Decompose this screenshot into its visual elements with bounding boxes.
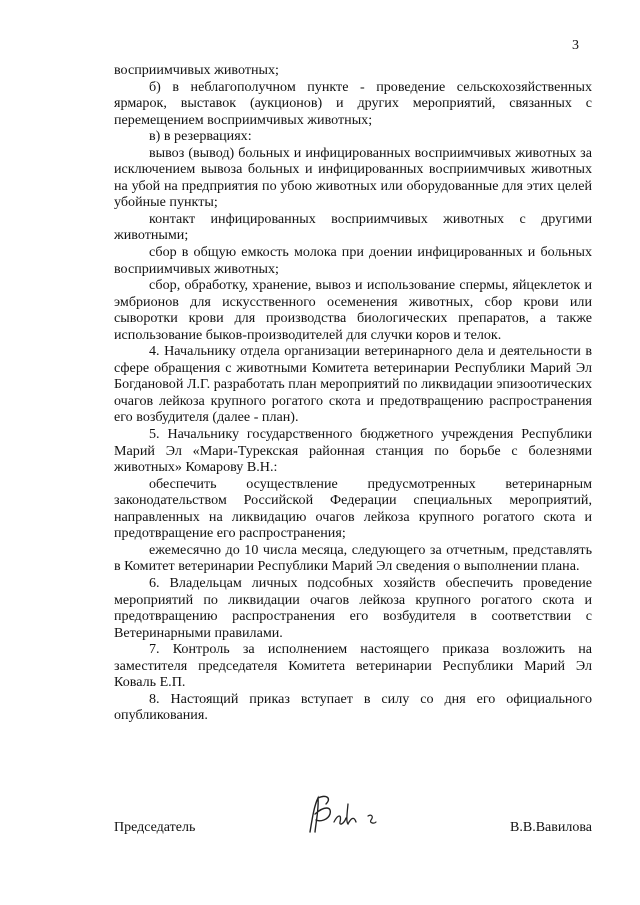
paragraph-clause-5: 5. Начальнику государственного бюджетного учреждения Республики Марий Эл «Мари-Турекская районная станция по борьбе с болезнями животных» Комарову В.Н.: [114, 426, 592, 476]
paragraph-clause-6: 6. Владельцам личных подсобных хозяйств обеспечить проведение мероприятий по ликвидации очагов лейкоза крупного рогатого скота и предотвращению распространения его возбудителя в соответствии с Ветеринарными правилами. [114, 574, 592, 641]
paragraph-item-v: в) в резервациях: [149, 128, 252, 145]
paragraph-clause-4: 4. Начальнику отдела организации ветеринарного дела и деятельности в сфере обращения с животными Комитета ветеринарии Республики Марий Эл Богдановой Л.Г. разработать план мероприятий по ликвидации эпизоотических очагов лейкоза крупного рогатого скота и предотвращению распространения его возбудителя (далее - план). [114, 343, 592, 426]
paragraph-reservation-3: сбор в общую емкость молока при доении инфицированных и больных восприимчивых животных; [114, 244, 592, 277]
paragraph-clause-5-1: обеспечить осуществление предусмотренных ветеринарным законодательством Российской Федерации специальных мероприятий, направленных на ликвидацию очагов лейкоза крупного рогатого скота и предотвращение его распространения; [114, 475, 592, 542]
paragraph-reservation-4: сбор, обработку, хранение, вывоз и использование спермы, яйцеклеток и эмбрионов для искусственного осеменения животных, сбор крови или сыворотки крови для производства биологических препаратов, а также использование быков-производителей для случки коров и телок. [114, 277, 592, 343]
signatory-name: В.В.Вавилова [510, 820, 592, 835]
document-body [114, 62, 592, 724]
paragraph-reservation-1: вывоз (вывод) больных и инфицированных восприимчивых животных за исключением вывоза больных и инфицированных восприимчивых животных на убой на предприятия по убою животных или оборудованные для этих целей убойные пункты; [114, 144, 592, 211]
paragraph-clause-8: 8. Настоящий приказ вступает в силу со дня его официального опубликования. [114, 690, 592, 724]
paragraph-clause-7: 7. Контроль за исполнением настоящего приказа возложить на заместителя председателя Комитета ветеринарии Республики Марий Эл Коваль Е.П. [114, 641, 592, 691]
page-number: 3 [572, 38, 579, 53]
paragraph-reservation-2: контакт инфицированных восприимчивых животных с другими животными; [114, 210, 592, 244]
signatory-role: Председатель [114, 820, 196, 835]
paragraph-continuation: восприимчивых животных; [114, 62, 279, 78]
signature-block [114, 808, 592, 848]
paragraph-item-b: б) в неблагополучном пункте - проведение сельскохозяйственных ярмарок, выставок (аукционов) и других мероприятий, связанных с перемещением восприимчивых животных; [114, 78, 592, 128]
paragraph-clause-5-2: ежемесячно до 10 числа месяца, следующего за отчетным, представлять в Комитет ветеринарии Республики Марий Эл сведения о выполнении плана. [114, 541, 592, 575]
handwritten-signature [304, 792, 384, 838]
